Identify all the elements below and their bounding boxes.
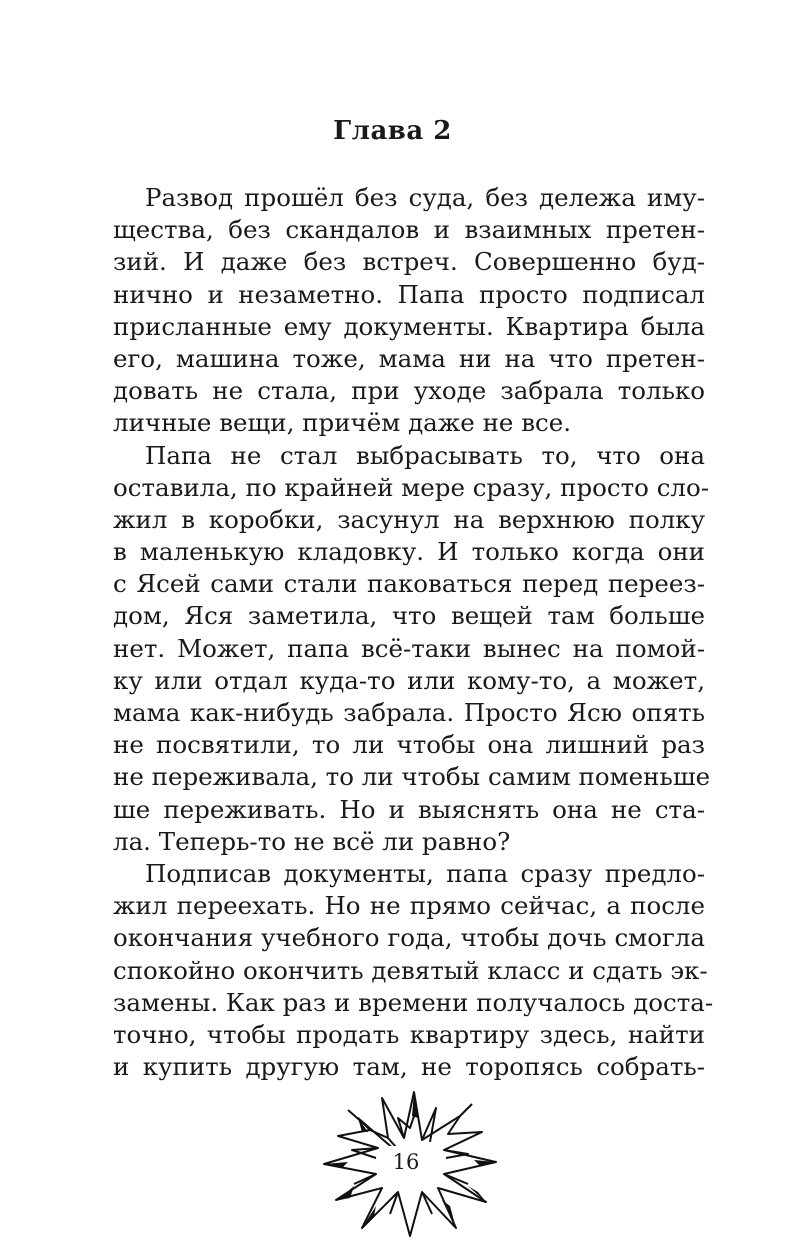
text-line: спокойно окончить девятый класс и сдать эк- — [113, 955, 708, 985]
text-line: жил в коробки, засунул на верхнюю полку — [113, 504, 705, 534]
text-line: Подписав документы, папа сразу предло- — [145, 858, 705, 888]
text-line: Развод прошёл без суда, без дележа иму- — [145, 183, 705, 212]
text-line: жил переехать. Но не прямо сейчас, а после — [113, 891, 705, 921]
text-line: дом, Яся заметила, что вещей там больше — [113, 601, 705, 631]
text-line: довать не стала, при уходе забрала только — [113, 376, 705, 406]
text-line: ку или отдал куда-то или кому-то, а может, — [113, 665, 705, 695]
text-line: ше переживать. Но и выяснять она не ста- — [113, 794, 705, 824]
text-line: не переживала, то ли чтобы самим поменьше — [113, 762, 711, 792]
text-line: нет. Может, папа всё-таки вынес на помой- — [113, 633, 705, 663]
body-text — [113, 182, 714, 1083]
text-line: его, машина тоже, мама ни на что претен- — [113, 343, 705, 373]
text-line: точно, чтобы продать квартиру здесь, найти — [113, 1019, 705, 1049]
text-line: окончания учебного года, чтобы дочь смогла — [113, 923, 705, 953]
text-line: нично и незаметно. Папа просто подписал — [113, 279, 705, 309]
text-line: личные вещи, причём даже не все. — [113, 408, 571, 438]
text-line: Папа не стал выбрасывать то, что она — [145, 440, 705, 470]
text-line: замены. Как раз и времени получалось доста- — [113, 987, 714, 1017]
text-line: и купить другую там, не торопясь собрать- — [113, 1052, 705, 1082]
text-line: в маленькую кладовку. И только когда они — [113, 537, 705, 567]
text-line: щества, без скандалов и взаимных претен- — [113, 215, 705, 245]
text-line: зий. И даже без встреч. Совершенно буд- — [113, 247, 705, 277]
text-line: мама как-нибудь забрала. Просто Ясю опять — [113, 698, 705, 727]
text-line: не посвятили, то ли чтобы она лишний раз — [113, 730, 705, 760]
chapter-title: Глава 2 — [333, 116, 452, 146]
text-line: с Ясей сами стали паковаться перед переез- — [113, 569, 705, 599]
text-line: оставила, по крайней мере сразу, просто сло- — [113, 472, 710, 502]
text-line: ла. Теперь-то не всё ли равно? — [113, 826, 511, 856]
text-line: присланные ему документы. Квартира была — [113, 311, 705, 341]
page-number: 16 — [382, 1148, 430, 1176]
